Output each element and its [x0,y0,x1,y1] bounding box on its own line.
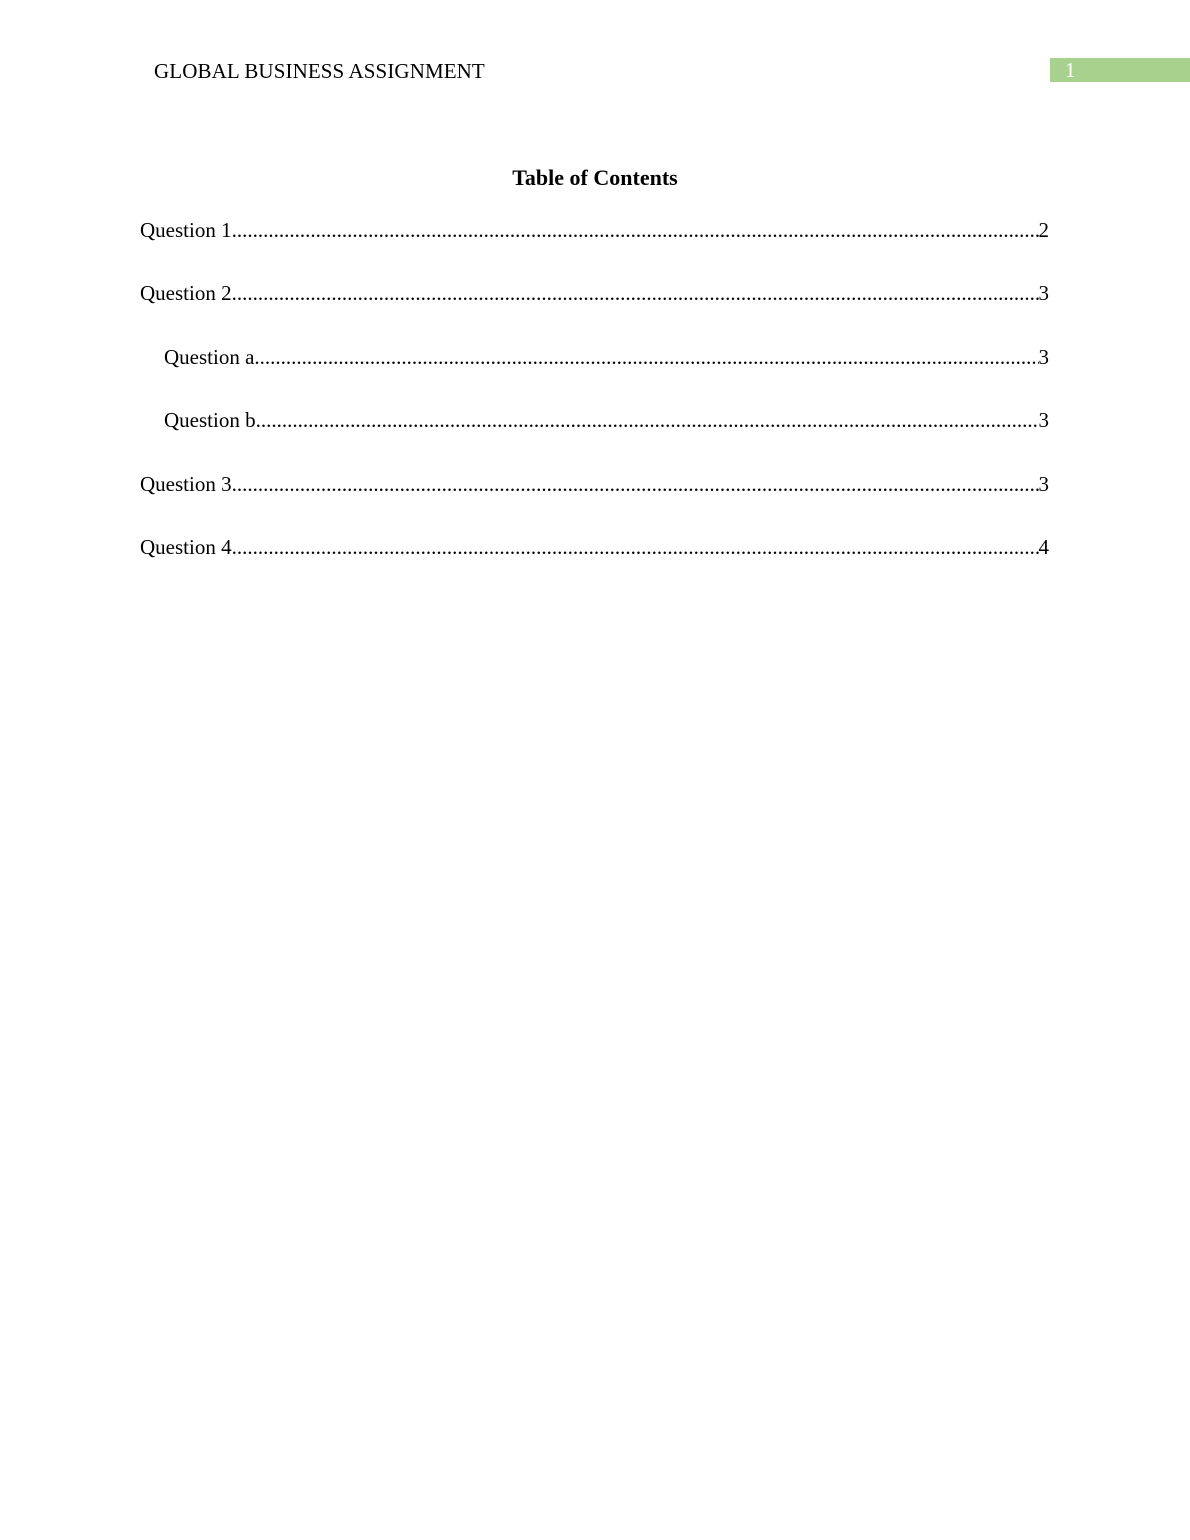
toc-dot-leader [232,215,1039,246]
toc-dot-leader [256,405,1039,436]
table-of-contents [140,215,1049,595]
toc-dot-leader [232,532,1039,563]
page-number-badge [1050,58,1190,82]
toc-entry-question-3[interactable] [140,469,1049,532]
toc-entry-question-4[interactable] [140,532,1049,595]
toc-entry-page: 3 [1038,408,1049,433]
toc-heading: Table of Contents [512,165,678,190]
toc-entry-question-1[interactable] [140,215,1049,278]
toc-dot-leader [232,278,1039,309]
toc-entry-label: Question 1 [140,218,232,242]
toc-entry-question-a[interactable] [140,342,1049,405]
toc-entry-page: 4 [1038,534,1049,559]
toc-entry-page: 3 [1038,344,1049,369]
toc-entry-label: Question a [164,344,255,369]
toc-entry-label: Question 4 [140,534,232,559]
toc-entry-page: 3 [1038,471,1049,496]
toc-entry-question-2[interactable] [140,278,1049,341]
toc-entry-page: 3 [1038,281,1049,306]
toc-entry-question-b[interactable] [140,405,1049,468]
toc-entry-label: Question 3 [140,471,232,496]
toc-entry-page: 2 [1038,218,1049,242]
toc-entry-label: Question b [164,408,256,433]
toc-dot-leader [254,342,1038,373]
toc-entry-label: Question 2 [140,281,232,306]
header-title: GLOBAL BUSINESS ASSIGNMENT [154,59,485,83]
toc-dot-leader [232,469,1039,500]
page-number: 1 [1065,58,1076,82]
